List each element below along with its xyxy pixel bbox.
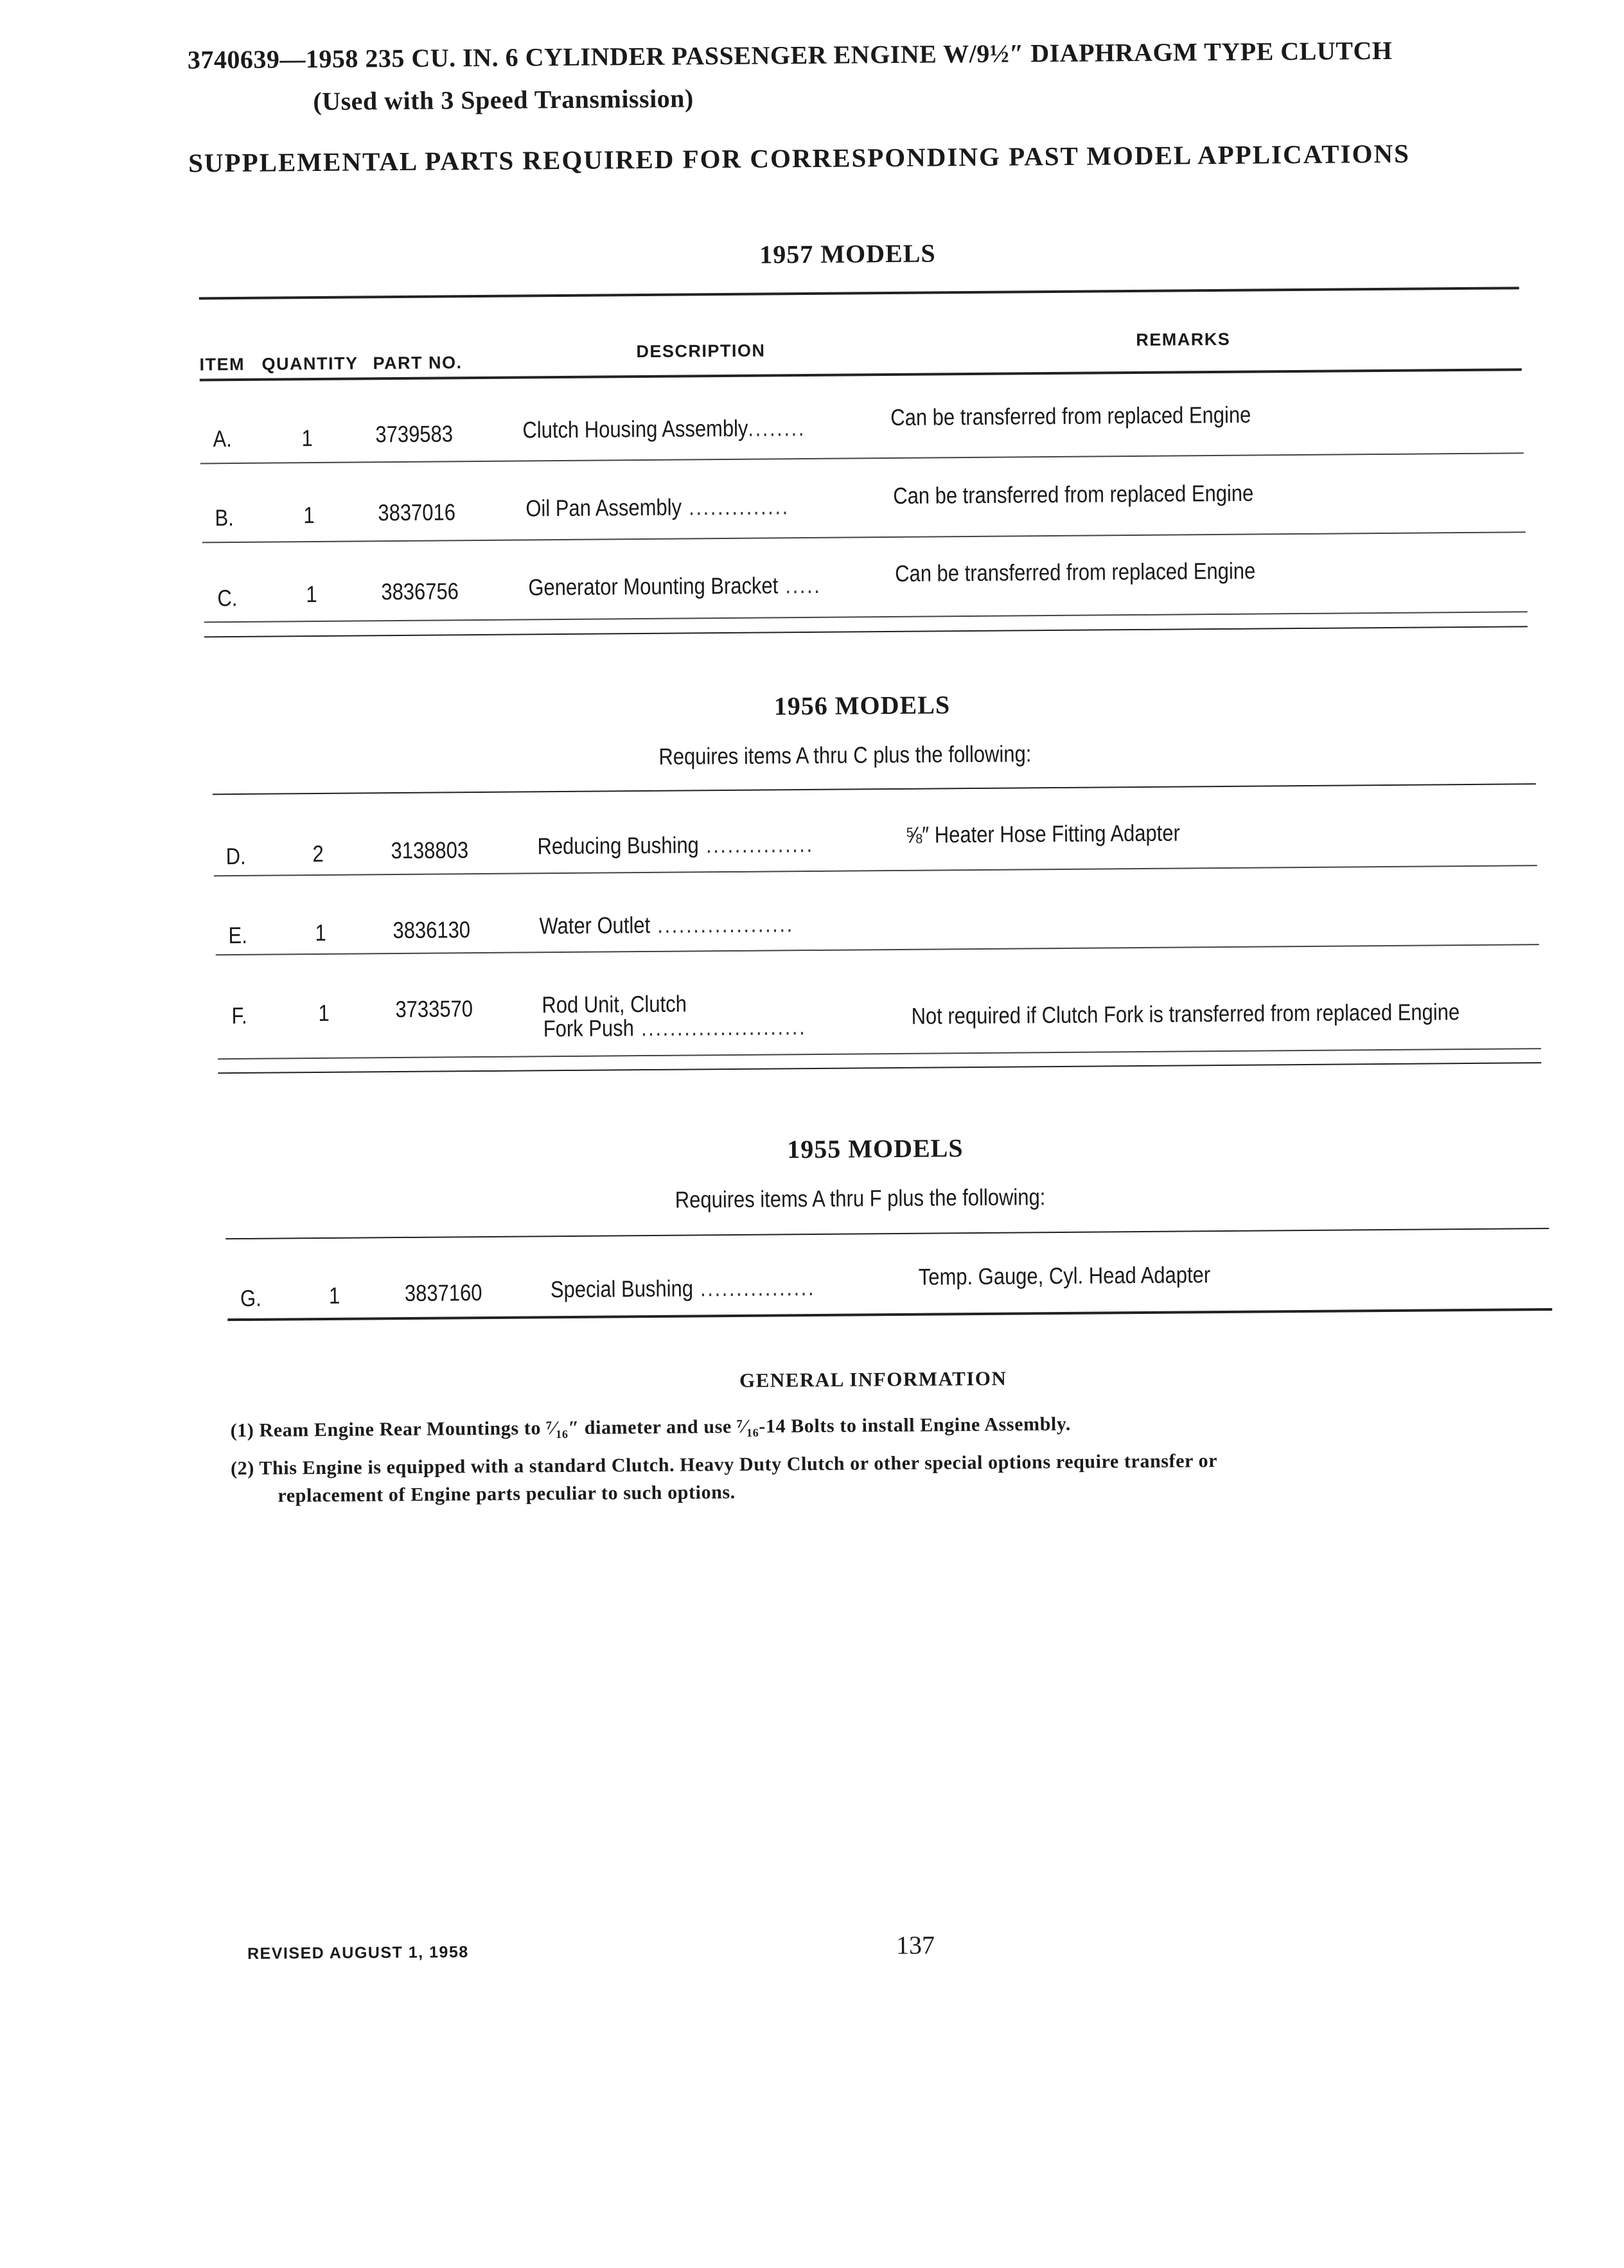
row-item: E.	[228, 921, 247, 949]
table-rule-top	[213, 783, 1536, 795]
general-note-2-line1: (2) This Engine is equipped with a standard Clutch. Heavy Duty Clutch or other special options require transfer or	[230, 1450, 1218, 1480]
table-rule-bottom	[204, 626, 1528, 637]
row-divider	[200, 452, 1524, 464]
row-quantity: 1	[301, 425, 313, 452]
page-number: 137	[896, 1930, 935, 1960]
row-part-no: 3733570	[395, 995, 473, 1023]
row-item: A.	[213, 425, 232, 452]
general-note-1: (1) Ream Engine Rear Mountings to ⁷⁄₁₆″ diameter and use ⁷⁄₁₆-14 Bolts to install Engine Assembly.	[230, 1413, 1072, 1442]
row-remarks: ⅝″ Heater Hose Fitting Adapter	[905, 819, 1180, 848]
section-requirement-1955: Requires items A thru F plus the following:	[675, 1183, 1046, 1213]
row-item: D.	[225, 842, 246, 870]
row-quantity: 1	[303, 502, 315, 529]
document-subtitle: (Used with 3 Speed Transmission)	[313, 84, 694, 116]
column-header-item: ITEM	[199, 354, 245, 375]
row-remarks: Temp. Gauge, Cyl. Head Adapter	[918, 1261, 1211, 1290]
row-divider	[204, 611, 1528, 623]
row-description: Generator Mounting Bracket .....	[528, 571, 822, 601]
section-requirement-1956: Requires items A thru C plus the following:	[658, 740, 1032, 770]
row-description: Fork Push .......................	[543, 1013, 807, 1042]
row-remarks: Not required if Clutch Fork is transferred from replaced Engine	[911, 998, 1460, 1029]
revised-date: REVISED AUGUST 1, 1958	[247, 1943, 469, 1963]
row-divider	[216, 944, 1539, 955]
row-part-no: 3836756	[381, 578, 459, 605]
column-header-quantity: QUANTITY	[261, 353, 358, 374]
row-quantity: 1	[315, 919, 326, 946]
row-item: C.	[217, 585, 238, 612]
row-item: G.	[240, 1284, 261, 1311]
row-part-no: 3837160	[404, 1279, 482, 1306]
section-title-1957: 1957 MODELS	[759, 238, 936, 269]
row-item: F.	[231, 1002, 247, 1029]
row-description: Reducing Bushing ...............	[537, 830, 814, 860]
row-description-line1: Rod Unit, Clutch	[542, 990, 687, 1018]
table-rule-bottom	[227, 1308, 1552, 1321]
column-header-remarks: REMARKS	[1136, 329, 1231, 350]
row-quantity: 1	[318, 999, 330, 1027]
section-title-1955: 1955 MODELS	[787, 1133, 964, 1164]
column-header-part-no: PART NO.	[373, 353, 463, 373]
table-rule-top	[225, 1228, 1549, 1239]
row-description: Water Outlet ...................	[539, 910, 794, 939]
row-quantity: 2	[312, 840, 324, 867]
row-description: Special Bushing ................	[550, 1273, 816, 1303]
row-divider	[202, 531, 1526, 543]
row-item: B.	[215, 504, 234, 531]
row-part-no: 3739583	[375, 420, 454, 448]
row-divider	[218, 1048, 1541, 1059]
section-title-1956: 1956 MODELS	[773, 690, 951, 721]
row-divider	[214, 865, 1537, 876]
column-header-description: DESCRIPTION	[636, 341, 766, 362]
supplemental-heading: SUPPLEMENTAL PARTS REQUIRED FOR CORRESPONDING PAST MODEL APPLICATIONS	[188, 138, 1410, 178]
row-description: Clutch Housing Assembly........	[522, 414, 806, 443]
general-information-title: GENERAL INFORMATION	[739, 1367, 1007, 1392]
row-remarks: Can be transferred from replaced Engine	[890, 401, 1251, 431]
row-part-no: 3837016	[378, 499, 456, 526]
document-title: 3740639—1958 235 CU. IN. 6 CYLINDER PASSENGER ENGINE W/9½″ DIAPHRAGM TYPE CLUTCH	[187, 35, 1393, 75]
row-remarks: Can be transferred from replaced Engine	[893, 479, 1254, 509]
row-quantity: 1	[306, 581, 317, 608]
row-part-no: 3836130	[393, 916, 471, 944]
row-description: Oil Pan Assembly ..............	[525, 493, 790, 522]
row-part-no: 3138803	[391, 837, 469, 864]
general-note-2-line2: replacement of Engine parts peculiar to such options.	[278, 1481, 736, 1507]
row-remarks: Can be transferred from replaced Engine	[895, 557, 1256, 587]
table-rule-bottom	[218, 1062, 1541, 1074]
table-rule-top	[199, 287, 1519, 299]
row-quantity: 1	[328, 1282, 340, 1309]
